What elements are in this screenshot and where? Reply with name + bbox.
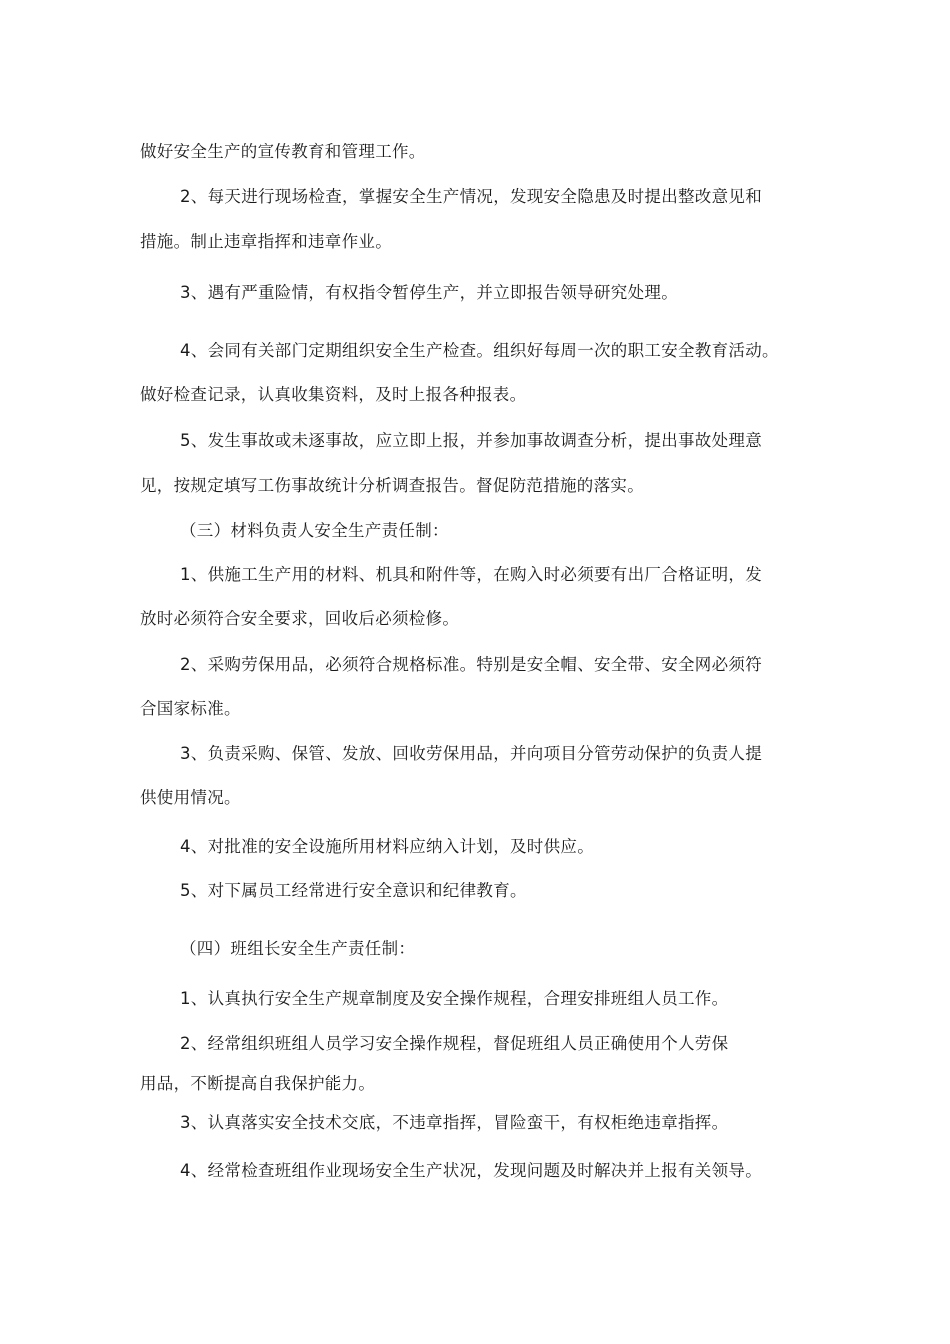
paragraph-line: 2、每天进行现场检查，掌握安全生产情况，发现安全隐患及时提出整改意见和 — [180, 187, 762, 206]
paragraph-line: 2、采购劳保用品，必须符合规格标准。特别是安全帽、安全带、安全网必须符 — [180, 655, 762, 674]
paragraph-line: 放时必须符合安全要求，回收后必须检修。 — [140, 609, 460, 628]
paragraph-line: 用品，不断提高自我保护能力。 — [140, 1074, 376, 1093]
paragraph-line: 5、对下属员工经常进行安全意识和纪律教育。 — [180, 881, 527, 900]
paragraph-line: 做好安全生产的宣传教育和管理工作。 — [140, 142, 426, 161]
paragraph-line: 3、遇有严重险情，有权指令暂停生产，并立即报告领导研究处理。 — [180, 283, 678, 302]
paragraph-line: 做好检查记录，认真收集资料，及时上报各种报表。 — [140, 385, 527, 404]
paragraph-line: 3、负责采购、保管、发放、回收劳保用品，并向项目分管劳动保护的负责人提 — [180, 744, 762, 763]
paragraph-line: 1、认真执行安全生产规章制度及安全操作规程，合理安排班组人员工作。 — [180, 989, 729, 1008]
paragraph-line: 合国家标准。 — [140, 699, 241, 718]
section-heading: （四）班组长安全生产责任制： — [180, 939, 416, 958]
paragraph-line: 3、认真落实安全技术交底，不违章指挥，冒险蛮干，有权柜绝违章指挥。 — [180, 1113, 729, 1132]
paragraph-line: 2、经常组织班组人员学习安全操作规程，督促班组人员正确使用个人劳保 — [180, 1034, 729, 1053]
paragraph-line: 4、会同有关部门定期组织安全生产检查。组织好每周一次的职工安全教育活动。 — [180, 341, 779, 360]
paragraph-line: 供使用情况。 — [140, 788, 241, 807]
paragraph-line: 见，按规定填写工伤事故统计分析调查报告。督促防范措施的落实。 — [140, 476, 644, 495]
paragraph-line: 4、经常检查班组作业现场安全生产状况，发现问题及时解决并上报有关领导。 — [180, 1161, 762, 1180]
paragraph-line: 措施。制止违章指挥和违章作业。 — [140, 232, 392, 251]
paragraph-line: 1、供施工生产用的材料、机具和附件等，在购入时必须要有出厂合格证明，发 — [180, 565, 762, 584]
paragraph-line: 5、发生事故或未逐事故，应立即上报，并参加事故调查分析，提出事故处理意 — [180, 431, 762, 450]
section-heading: （三）材料负责人安全生产责任制： — [180, 521, 449, 540]
paragraph-line: 4、对批准的安全设施所用材料应纳入计划，及时供应。 — [180, 837, 594, 856]
